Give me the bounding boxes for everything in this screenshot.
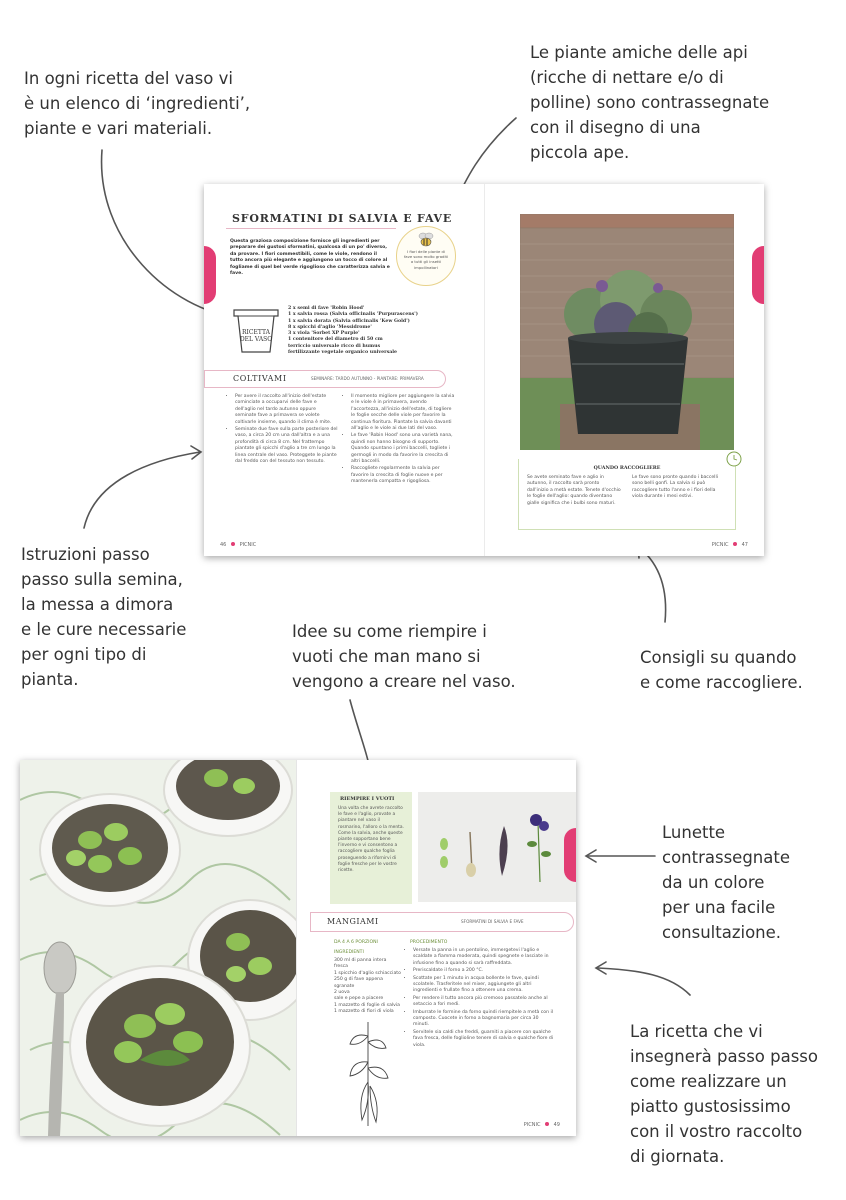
footer-right [524, 1122, 560, 1128]
page-dot [733, 542, 737, 546]
procedure-step: • Per rendere il tutto ancora più cremoso passatelo anche al setaccio a fori medi. [413, 996, 556, 1009]
annotation-line: Istruzioni passo [21, 545, 150, 564]
mangiami-title: MANGIAMI [327, 917, 379, 926]
bee-icon [416, 232, 436, 248]
procedure-step: • Scottate per 1 minuto in acqua bollente le fave, quindi scolatele. Trasferitele nel mixer, aggiungete gli altri ingredienti e frullate fino a ottenere una crema. [413, 976, 556, 995]
ingredient-item: 3 x viola 'Sorbet XP Purple' [288, 331, 360, 337]
annotation-recipe [630, 1019, 845, 1169]
footer-left [220, 542, 256, 548]
serves-label: DA 4 A 6 PORZIONI [334, 940, 378, 945]
ingredient-item: sgranate [334, 983, 355, 989]
pot-label-line: RICETTA [242, 329, 270, 336]
annotation-line: Consigli su quando [640, 648, 797, 667]
ingredient-item: 1 x salvia rossa (Salvia officinalis 'Purpurascens') [288, 312, 418, 318]
page-number: 47 [741, 542, 748, 548]
recipe-ingredients [334, 958, 408, 1016]
annotation-line: piatto gustosissimo [630, 1097, 791, 1116]
mangiami-subtitle: SFORMATINI DI SALVIA E FAVE [461, 919, 524, 924]
arrow-instructions [84, 452, 200, 528]
riempire-title: RIEMPIRE I VUOTI [340, 796, 395, 802]
step-item: • Le fave 'Robin Hood' sono una varietà nana, quindi non hanno bisogno di supporto. Quando spuntano i primi baccelli, togliete i germogli in modo da favorire la crescita di altri baccelli. [351, 433, 456, 465]
arrow-instructions-head [191, 446, 201, 459]
page-section: PICNIC [711, 542, 729, 548]
annotation-line: di giornata. [630, 1147, 725, 1166]
harvest-title: QUANDO RACCOGLIERE [593, 465, 661, 471]
annotation-gaps [292, 619, 552, 694]
annotation-line: è un elenco di ‘ingredienti’, [24, 94, 251, 113]
ingredient-item: 1 spicchio d'aglio schiacciato [334, 970, 401, 976]
annotation-line: vuoti che man mano si [292, 647, 481, 666]
footer-right [712, 542, 748, 548]
annotation-line: insegnerà passo passo [630, 1047, 819, 1066]
annotation-line: per una facile [662, 898, 776, 917]
bee-note: I fiori delle piante di fave sono molto graditi a tutti gli insetti impollinatori [403, 249, 449, 270]
coltivami-header [204, 370, 446, 388]
page-number: 49 [553, 1122, 560, 1128]
annotation-bees [530, 40, 820, 165]
page-gutter [296, 760, 297, 1136]
fava-plant-drawing [344, 1022, 392, 1126]
coltivami-title: COLTIVAMI [233, 374, 287, 383]
recipe-procedure [406, 948, 556, 1050]
ingredient-item: 1 mazzetto di foglie di salvia [334, 1002, 400, 1008]
ramekin [40, 794, 180, 906]
annotation-tabs [662, 820, 842, 945]
procedure-step: • Imburrate le formine da forno quindi riempitele a metà con il composto. Cuocete in forno a bagnomaria per circa 30 minuti. [413, 1010, 556, 1029]
annotation-line: Le piante amiche delle api [530, 43, 748, 62]
color-tab-right [752, 246, 764, 304]
procedure-title: PROCEDIMENTO [410, 940, 448, 945]
ingredient-item: fresca [334, 964, 348, 970]
annotation-line: In ogni ricetta del vaso vi [24, 69, 233, 88]
ingredient-item: 2 uova [334, 990, 350, 996]
bee-badge [396, 226, 456, 286]
ingredient-item: 2 x semi di fave 'Robin Hood' [288, 306, 365, 311]
annotation-line: Lunette [662, 823, 726, 842]
annotation-line: per ogni tipo di [21, 645, 147, 664]
page-dot [545, 1122, 549, 1126]
annotation-line: e come raccogliere. [640, 673, 803, 692]
photo-pot-sage [520, 214, 734, 450]
annotation-line: la messa a dimora [21, 595, 174, 614]
ingredient-item: 8 x spicchi d'aglio 'Messidrome' [288, 324, 372, 330]
title-underline [226, 228, 396, 229]
arrow-recipe-head [596, 962, 606, 974]
book-spread-growing [204, 184, 764, 556]
page-number: 46 [220, 542, 227, 548]
annotation-line: Idee su come riempire i [292, 622, 487, 641]
photo-plant-parts [418, 792, 576, 902]
page-dot [231, 542, 235, 546]
annotation-line: da un colore [662, 873, 765, 892]
page-section: PICNIC [239, 542, 257, 548]
step-item: • Raccogliete regolarmente la salvia per favorire la crescita di foglie nuove e per mantenerla compatta e rigogliosa. [351, 466, 456, 485]
ingredient-item: 300 ml di panna intera [334, 958, 387, 963]
annotation-line: con il disegno di una [530, 118, 701, 137]
annotation-line: La ricetta che vi [630, 1022, 763, 1041]
ingredient-item: fertilizzante vegetale organico universale [288, 350, 398, 356]
ingredient-item: 1 x salvia dorata (Salvia officinalis 'Kew Gold') [288, 318, 410, 324]
annotation-line: pianta. [21, 670, 79, 689]
annotation-line: polline) sono contrassegnate [530, 93, 770, 112]
step-item: • Seminate due fave sulla parte posteriore del vaso, a circa 20 cm una dall'altra e a una profondità di circa 8 cm. Nel frattempo piantate gli spicchi d'aglio a tre cm lungo la linea centrale del vaso. Proteggete le piante dal freddo con del tessuto non tessuto. [235, 427, 338, 465]
annotation-line: piccola ape. [530, 143, 630, 162]
ingredient-item: 1 mazzetto di fiori di viola [334, 1009, 394, 1015]
annotation-line: come realizzare un [630, 1072, 787, 1091]
arrow-tabs-head [586, 850, 596, 862]
ingredient-item: 1 contenitore del diametro di 50 cm [288, 337, 383, 343]
mangiami-header [310, 912, 574, 932]
procedure-step: • Servitele sia caldi che freddi, guarniti a piacere con qualche fava fresca, delle foglioline tenere di salvia e qualche fiore di viola. [413, 1030, 556, 1049]
recipe-intro: Questa graziosa composizione fornisce gli ingredienti per preparare dei gustosi sformatini, qualcosa di un po' diverso, da provare. I fiori commestibili, come le viole, rendono il tutto ancora più elegante e aggiungono un tocco di colore al fogliame di quel bel verde rigoglioso che caratterizza salvia e fave. [230, 239, 390, 277]
harvest-box [518, 459, 736, 530]
annotation-line: contrassegnate [662, 848, 790, 867]
annotation-ingredients [24, 66, 264, 141]
arrow-recipe [598, 968, 690, 995]
ingredient-item: 250 g di fave appena [334, 977, 383, 983]
annotation-harvest [640, 645, 840, 695]
annotation-line: passo sulla semina, [21, 570, 183, 589]
annotation-line: piante e vari materiali. [24, 119, 213, 138]
color-tab-right [564, 828, 576, 882]
coltivami-col2 [344, 394, 456, 487]
ingredient-list [288, 306, 468, 356]
step-item: • Per avere il raccolto all'inizio dell'estate cominciate a occuparvi delle fave e dell'aglio nel tardo autunno oppure seminate fave a primavera se volete coltivarle insieme, quando il clima è mite. [235, 394, 338, 426]
page-section: PICNIC [523, 1122, 541, 1128]
book-spread-recipe [20, 760, 576, 1136]
coltivami-subtitle: SEMINARE: TARDO AUTUNNO - PIANTARE: PRIMAVERA [311, 376, 424, 381]
ingredient-item: terriccio universale ricco di humus [288, 343, 381, 349]
coltivami-col1 [228, 394, 338, 466]
pot-label-line: DEL VASO [239, 336, 273, 343]
recipe-title: SFORMATINI DI SALVIA E FAVE [232, 212, 453, 225]
riempire-text: Una volta che avrete raccolto le fave e l'aglio, provate a piantare nel vaso il rosmarino, l'alloro o la menta. Come la salvia, anche queste piante sopportano bene l'inverno e vi consentono a raccogliere qualche foglia proseguendo a rifornirvi di foglie fresche per le vostre ricette. [338, 806, 404, 874]
annotation-line: (ricche di nettare e/o di [530, 68, 724, 87]
ingredients-title: INGREDIENTI [334, 950, 364, 955]
color-tab-left [204, 246, 216, 304]
pot-label [236, 329, 276, 343]
step-item: • Il momento migliore per aggiungere la salvia e le viole è in primavera, avendo l'accortezza, all'inizio dell'estate, di togliere le foglie secche delle viole per favorire la continua fioritura. Piantate la salvia davanti all'aglio e le viole ai due lati del vaso. [351, 394, 456, 432]
procedure-step: • Versate la panna in un pentolino, immergetevi l'aglio e scaldate a fiamma moderata, quindi spegnete e lasciate in infusione fino a quando si sarà raffreddata. [413, 948, 556, 967]
annotation-line: con il vostro raccolto [630, 1122, 803, 1141]
page-gutter [484, 184, 485, 556]
annotation-line: vengono a creare nel vaso. [292, 672, 516, 691]
photo-fava-ramekins [20, 760, 296, 1136]
annotation-line: e le cure necessarie [21, 620, 187, 639]
harvest-text: Se avete seminato fave e aglio in autunno, il raccolto sarà pronto dall'inizio a metà estate. Tenete d'occhio le foglie dell'aglio: quando diventano gialle significa che i bulbi sono maturi. Le fave sono pronte quando i baccelli sono belli gonfi. La salvia si può raccogliere tutto l'anno e i fiori della viola durante i mesi estivi. [527, 475, 719, 506]
riempire-box [330, 792, 412, 904]
ingredient-item: sale e pepe a piacere [334, 996, 384, 1002]
annotation-line: consultazione. [662, 923, 782, 942]
procedure-step: • Preriscaldate il forno a 200 °C. [413, 968, 556, 974]
arrow-harvest [640, 548, 666, 622]
annotation-instructions [21, 542, 221, 692]
